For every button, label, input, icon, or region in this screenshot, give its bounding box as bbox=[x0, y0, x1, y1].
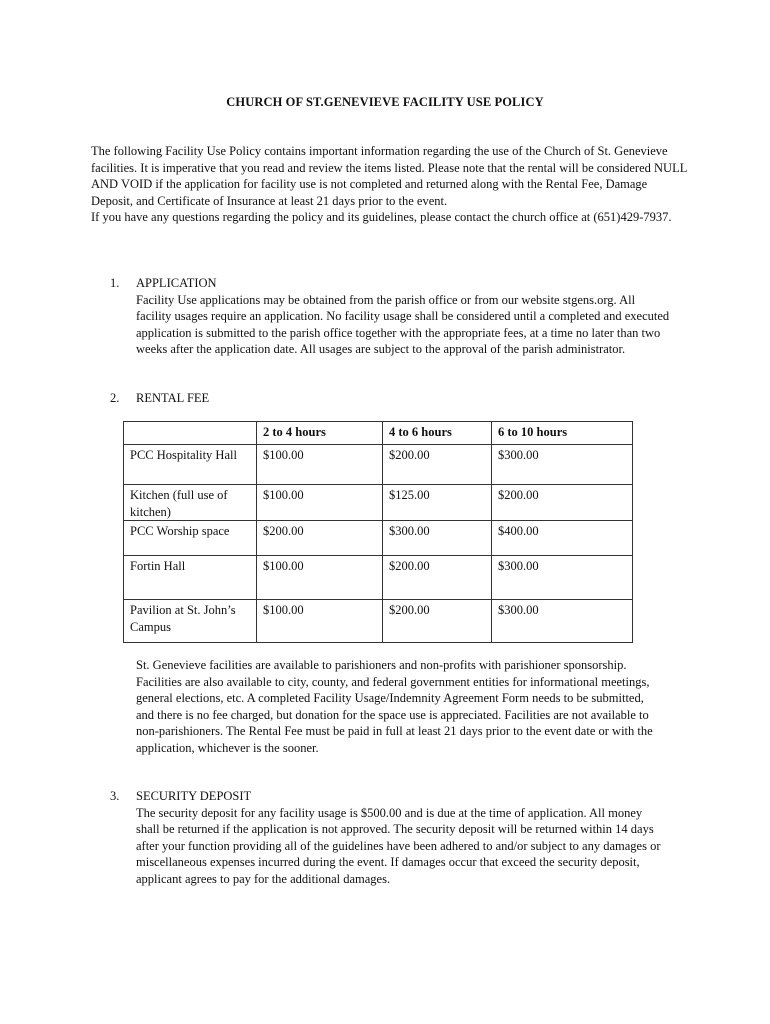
page-title: CHURCH OF ST.GENEVIEVE FACILITY USE POLICY bbox=[226, 95, 544, 109]
availability-note: St. Genevieve facilities are available to parishioners and non-profits with parishioner sponsorship. Facilities are also available to city, county, and federal government entities for informational meetings, general elections, etc. A completed Facility Usage/Indemnity Agreement Form needs to be submitted, and there is no fee charged, but donation for the space use is appreciated. Facilities are not available to non-parishioners. The Rental Fee must be paid in full at least 21 days prior to the event date or with the application, whichever is the sooner. bbox=[136, 658, 653, 755]
section-number: 3. bbox=[110, 789, 120, 803]
fee-cell: $200.00 bbox=[492, 485, 633, 521]
table-header-row bbox=[124, 422, 633, 445]
section-application bbox=[110, 275, 670, 358]
fee-cell: $200.00 bbox=[257, 521, 383, 556]
section-heading bbox=[110, 275, 670, 292]
fee-cell: $125.00 bbox=[383, 485, 492, 521]
section-title: SECURITY DEPOSIT bbox=[136, 789, 252, 803]
fee-cell: $300.00 bbox=[492, 556, 633, 600]
fee-cell: $100.00 bbox=[257, 600, 383, 643]
fee-cell: $300.00 bbox=[492, 445, 633, 485]
facility-name: Fortin Hall bbox=[124, 556, 257, 600]
table-header-cell bbox=[124, 422, 257, 445]
table-header-cell: 2 to 4 hours bbox=[257, 422, 383, 445]
section-security-deposit bbox=[110, 788, 670, 887]
fee-cell: $200.00 bbox=[383, 600, 492, 643]
section-number: 2. bbox=[110, 391, 120, 405]
table-header-cell: 6 to 10 hours bbox=[492, 422, 633, 445]
facility-name: PCC Hospitality Hall bbox=[124, 445, 257, 485]
section-number: 1. bbox=[110, 276, 120, 290]
intro-paragraph-1: The following Facility Use Policy contains important information regarding the use of the Church of St. Genevieve facilities. It is imperative that you read and review the items listed. Please note that the rental will be considered NULL AND VOID if the application for facility use is not completed and returned along with the Rental Fee, Damage Deposit, and Certificate of Insurance at least 21 days prior to the event. bbox=[91, 144, 687, 208]
table-row bbox=[124, 600, 633, 643]
fee-cell: $100.00 bbox=[257, 485, 383, 521]
rental-fee-table bbox=[123, 421, 633, 643]
section-body: Facility Use applications may be obtained from the parish office or from our website stgens.org. All facility usages require an application. No facility usage shall be considered until a completed and executed application is submitted to the parish office together with the appropriate fees, at a time no later than two weeks after the application date. All usages are subject to the approval of the parish administrator. bbox=[136, 292, 670, 356]
fee-cell: $300.00 bbox=[383, 521, 492, 556]
facility-name: Kitchen (full use of kitchen) bbox=[124, 485, 257, 521]
section-heading bbox=[110, 390, 670, 407]
fee-cell: $100.00 bbox=[257, 556, 383, 600]
fee-cell: $400.00 bbox=[492, 521, 633, 556]
fee-cell: $100.00 bbox=[257, 445, 383, 485]
section-body: The security deposit for any facility usage is $500.00 and is due at the time of application. All money shall be returned if the application is not approved. The security deposit will be returned within 14 days after your function providing all of the guidelines have been adhered to and/or subject to any damages or miscellaneous expenses incurred during the event. If damages occur that exceed the security deposit, applicant agrees to pay for the additional damages. bbox=[136, 805, 661, 886]
fee-cell: $200.00 bbox=[383, 445, 492, 485]
table-row bbox=[124, 521, 633, 556]
fee-cell: $300.00 bbox=[492, 600, 633, 643]
section-rental-fee bbox=[110, 390, 670, 407]
table-row bbox=[124, 445, 633, 485]
section-heading bbox=[110, 788, 670, 805]
facility-name: Pavilion at St. John’s Campus bbox=[124, 600, 257, 643]
table-row bbox=[124, 485, 633, 521]
intro-paragraph-2: If you have any questions regarding the policy and its guidelines, please contact the church office at (651)429-7937. bbox=[91, 210, 672, 224]
section-title: RENTAL FEE bbox=[136, 391, 210, 405]
facility-name: PCC Worship space bbox=[124, 521, 257, 556]
fee-cell: $200.00 bbox=[383, 556, 492, 600]
intro bbox=[91, 143, 691, 226]
table-row bbox=[124, 556, 633, 600]
table-header-cell: 4 to 6 hours bbox=[383, 422, 492, 445]
section-title: APPLICATION bbox=[136, 276, 217, 290]
